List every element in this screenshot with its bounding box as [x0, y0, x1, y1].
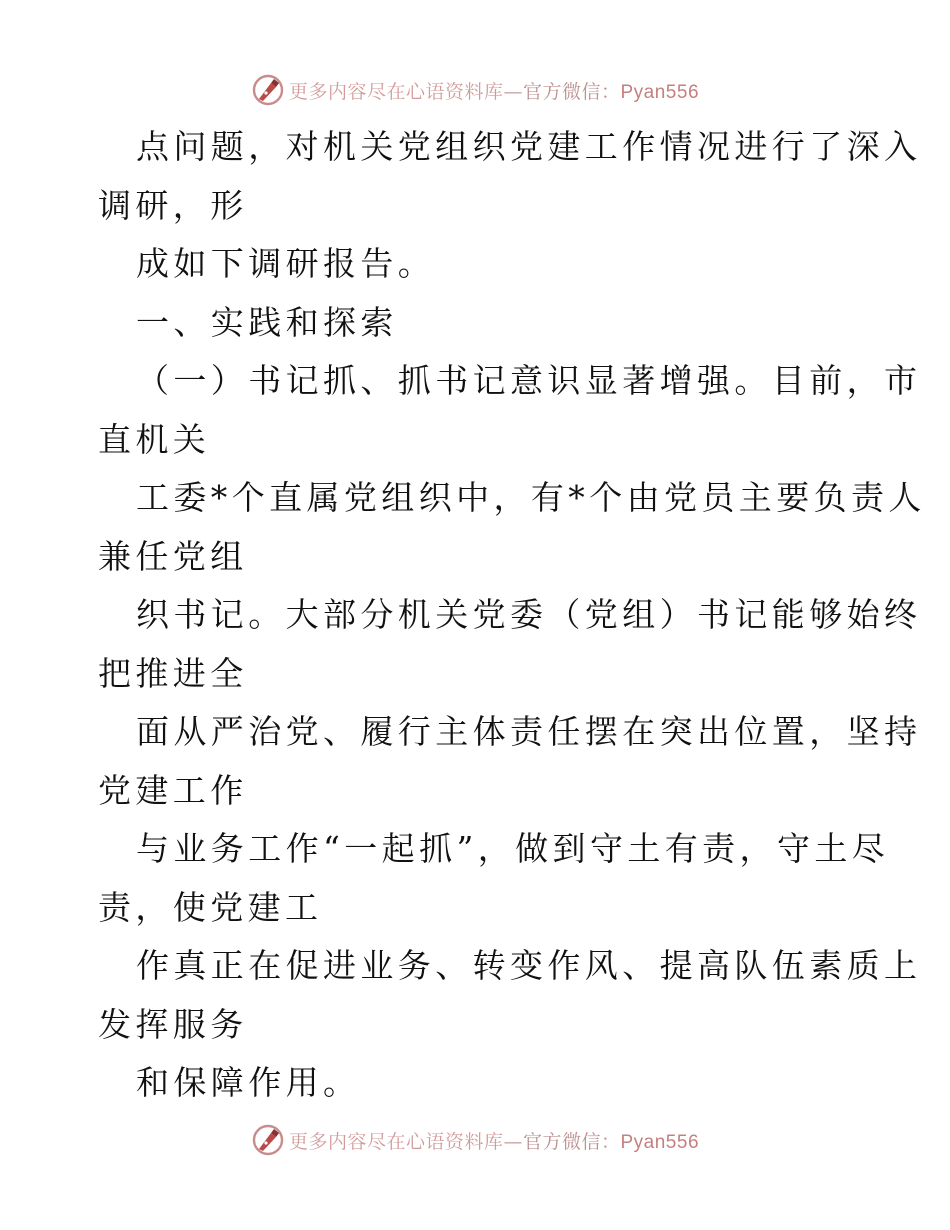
- watermark-text: [289, 1127, 699, 1154]
- header-watermark: [0, 70, 950, 110]
- body-line: 和保障作用。: [136, 1063, 361, 1102]
- pen-nib-logo-icon: [251, 1123, 285, 1157]
- watermark-dash: —: [503, 1130, 523, 1153]
- body-line: 织书记。大部分机关党委（党组）书记能够始终: [136, 595, 922, 634]
- footer-watermark: [0, 1120, 950, 1160]
- body-line: 与业务工作“一起抓”，做到守土有责，守土尽: [136, 829, 890, 868]
- body-line: 党建工作: [98, 770, 248, 810]
- pen-nib-logo-icon: [251, 73, 285, 107]
- watermark-site-text: 更多内容尽在心语资料库: [288, 1130, 504, 1153]
- body-line: 发挥服务: [98, 1004, 248, 1044]
- section-heading: 一、实践和探索: [136, 302, 398, 342]
- body-line: 直机关: [98, 419, 211, 459]
- body-line: 工委*个直属党组织中，有*个由党员主要负责人: [136, 478, 926, 517]
- body-line: （一）书记抓、抓书记意识显著增强。目前，市: [136, 361, 922, 400]
- body-line: 兼任党组: [98, 536, 248, 576]
- watermark-dash: —: [503, 80, 523, 103]
- watermark-wechat-id: Pyan556: [620, 1131, 700, 1153]
- body-line: 成如下调研报告。: [136, 244, 436, 283]
- document-body: [98, 118, 926, 1113]
- watermark-wechat-id: Pyan556: [620, 81, 700, 103]
- body-line: 责，使党建工: [98, 887, 323, 927]
- body-line: 把推进全: [98, 653, 248, 693]
- body-line: 点问题，对机关党组织党建工作情况进行了深入: [136, 127, 922, 166]
- body-line: 作真正在促进业务、转变作风、提高队伍素质上: [136, 946, 922, 985]
- watermark-wechat-label: 官方微信：: [522, 1130, 621, 1153]
- watermark-wechat-label: 官方微信：: [522, 80, 621, 103]
- watermark-site-text: 更多内容尽在心语资料库: [288, 80, 504, 103]
- body-line: 面从严治党、履行主体责任摆在突出位置，坚持: [136, 712, 922, 751]
- watermark-text: [289, 77, 699, 104]
- body-line: 调研，形: [98, 185, 248, 225]
